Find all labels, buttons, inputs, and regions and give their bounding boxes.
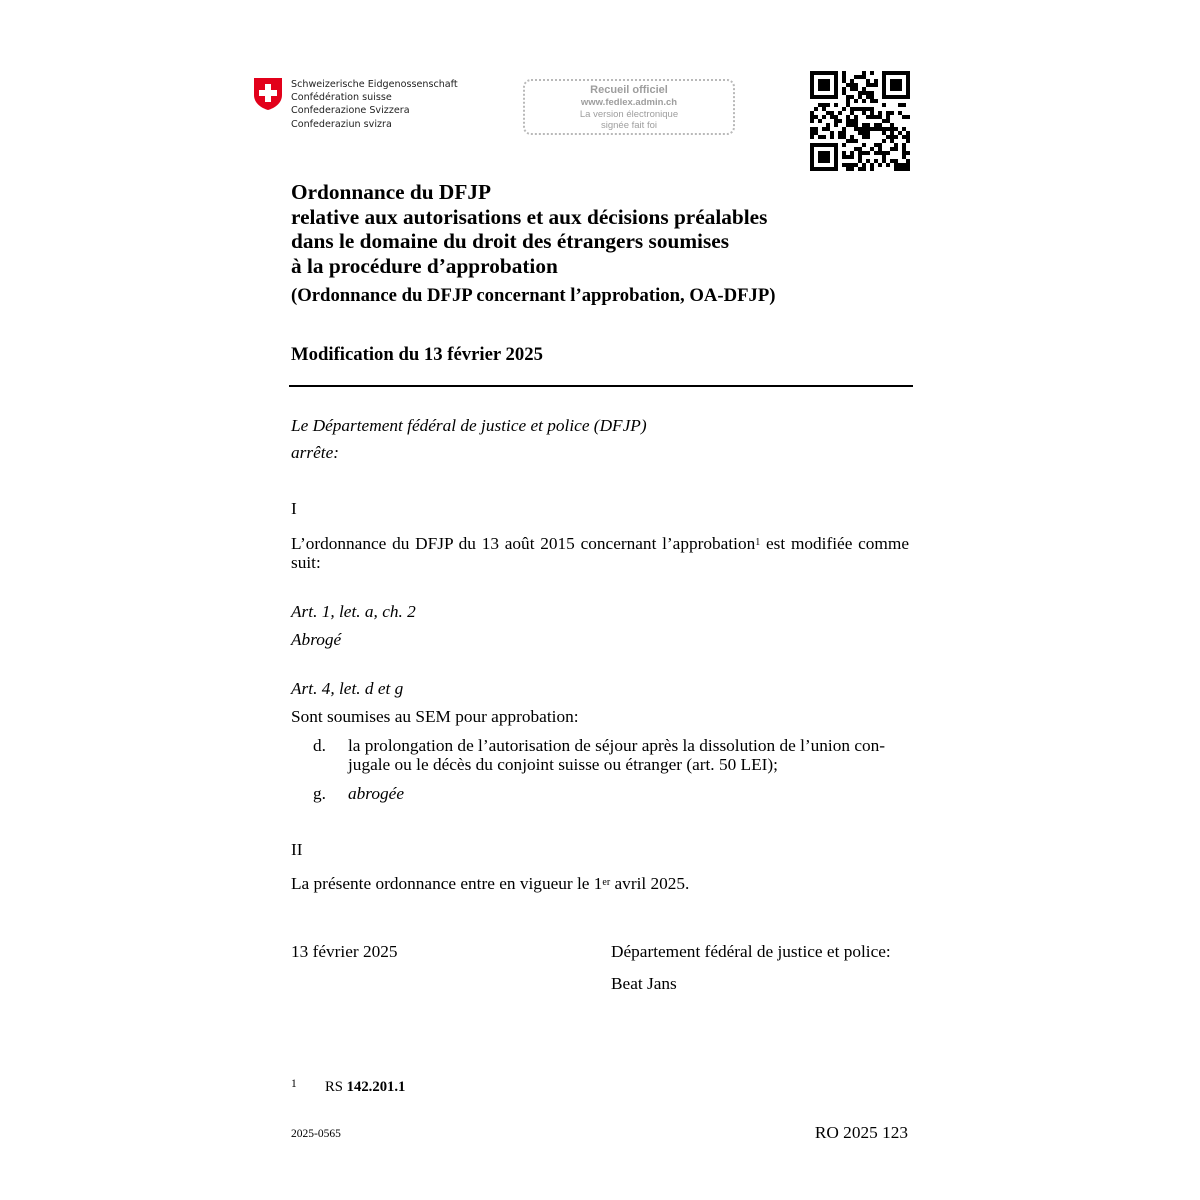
confederation-name-rm: Confederaziun svizra	[291, 118, 392, 130]
ro-reference: RO 2025 123	[814, 1123, 908, 1142]
document-number: 2025-0565	[291, 1128, 341, 1140]
signatory-name: Beat Jans	[611, 974, 677, 993]
stamp-line-1: Recueil officiel	[590, 84, 668, 96]
signature-date: 13 février 2025	[291, 942, 398, 961]
confederation-name-de: Schweizerische Eidgenossenschaft	[291, 79, 458, 90]
intro-text-start: L’ordonnance du DFJP du 13 août 2015 concernant l’approbation	[291, 534, 756, 553]
section-numeral-2: II	[291, 840, 303, 859]
document-title	[291, 180, 767, 278]
art-4-lead: Sont soumises au SEM pour approbation:	[291, 707, 579, 726]
stamp-line-2: www.fedlex.admin.ch	[580, 97, 678, 108]
entry-into-force	[291, 874, 689, 894]
list-item-letter: g.	[313, 784, 326, 803]
preamble-authority: Le Département fédéral de justice et police (DFJP)	[291, 416, 647, 435]
qr-code-icon	[810, 71, 910, 171]
stamp-line-3: La version électronique	[579, 109, 679, 120]
short-title: (Ordonnance du DFJP concernant l’approbation, OA-DFJP)	[291, 285, 776, 306]
art-1-heading: Art. 1, let. a, ch. 2	[291, 602, 416, 621]
confederation-name-fr: Confédération suisse	[291, 92, 392, 104]
footnote-prefix: RS	[325, 1079, 347, 1095]
intro-text-end: est modifiée comme suit:	[291, 534, 909, 572]
title-line: Ordonnance du DFJP	[291, 180, 491, 204]
confederation-name-it: Confederazione Svizzera	[291, 105, 410, 117]
footnote-number: 1	[291, 1078, 297, 1090]
list-item-text: abrogée	[348, 784, 404, 803]
section-1-intro	[291, 534, 909, 572]
stamp-line-4: signée fait foi	[601, 120, 657, 131]
ordinal-superscript: er	[602, 877, 611, 888]
entry-into-force-date: avril 2025.	[610, 874, 690, 893]
list-item-text-line: jugale ou le décès du conjoint suisse ou étranger (art. 50 LEI);	[348, 755, 778, 774]
title-line: à la procédure d’approbation	[291, 253, 558, 278]
modification-date-heading: Modification du 13 février 2025	[291, 344, 543, 365]
title-line: dans le domaine du droit des étrangers soumises	[291, 229, 730, 254]
footnote-reference: 1	[755, 537, 761, 548]
official-collection-stamp	[523, 79, 735, 135]
signature-department: Département fédéral de justice et police:	[611, 942, 891, 961]
footnote-text	[325, 1079, 405, 1096]
list-item-letter: d.	[313, 736, 326, 755]
section-numeral-1: I	[291, 499, 297, 518]
preamble-decides: arrête:	[291, 443, 339, 462]
list-item-text-line: la prolongation de l’autorisation de séjour après la dissolution de l’union con-	[348, 736, 886, 755]
title-line: relative aux autorisations et aux décisions préalables	[291, 204, 768, 229]
footnote-reference-number: 142.201.1	[346, 1079, 406, 1095]
entry-into-force-text: La présente ordonnance entre en vigueur le 1	[291, 874, 603, 893]
title-divider	[289, 385, 913, 387]
art-1-text: Abrogé	[291, 630, 342, 649]
list-item-text	[348, 736, 909, 774]
art-4-heading: Art. 4, let. d et g	[291, 679, 404, 698]
swiss-cross-icon	[253, 77, 283, 111]
confederation-names	[291, 78, 458, 131]
